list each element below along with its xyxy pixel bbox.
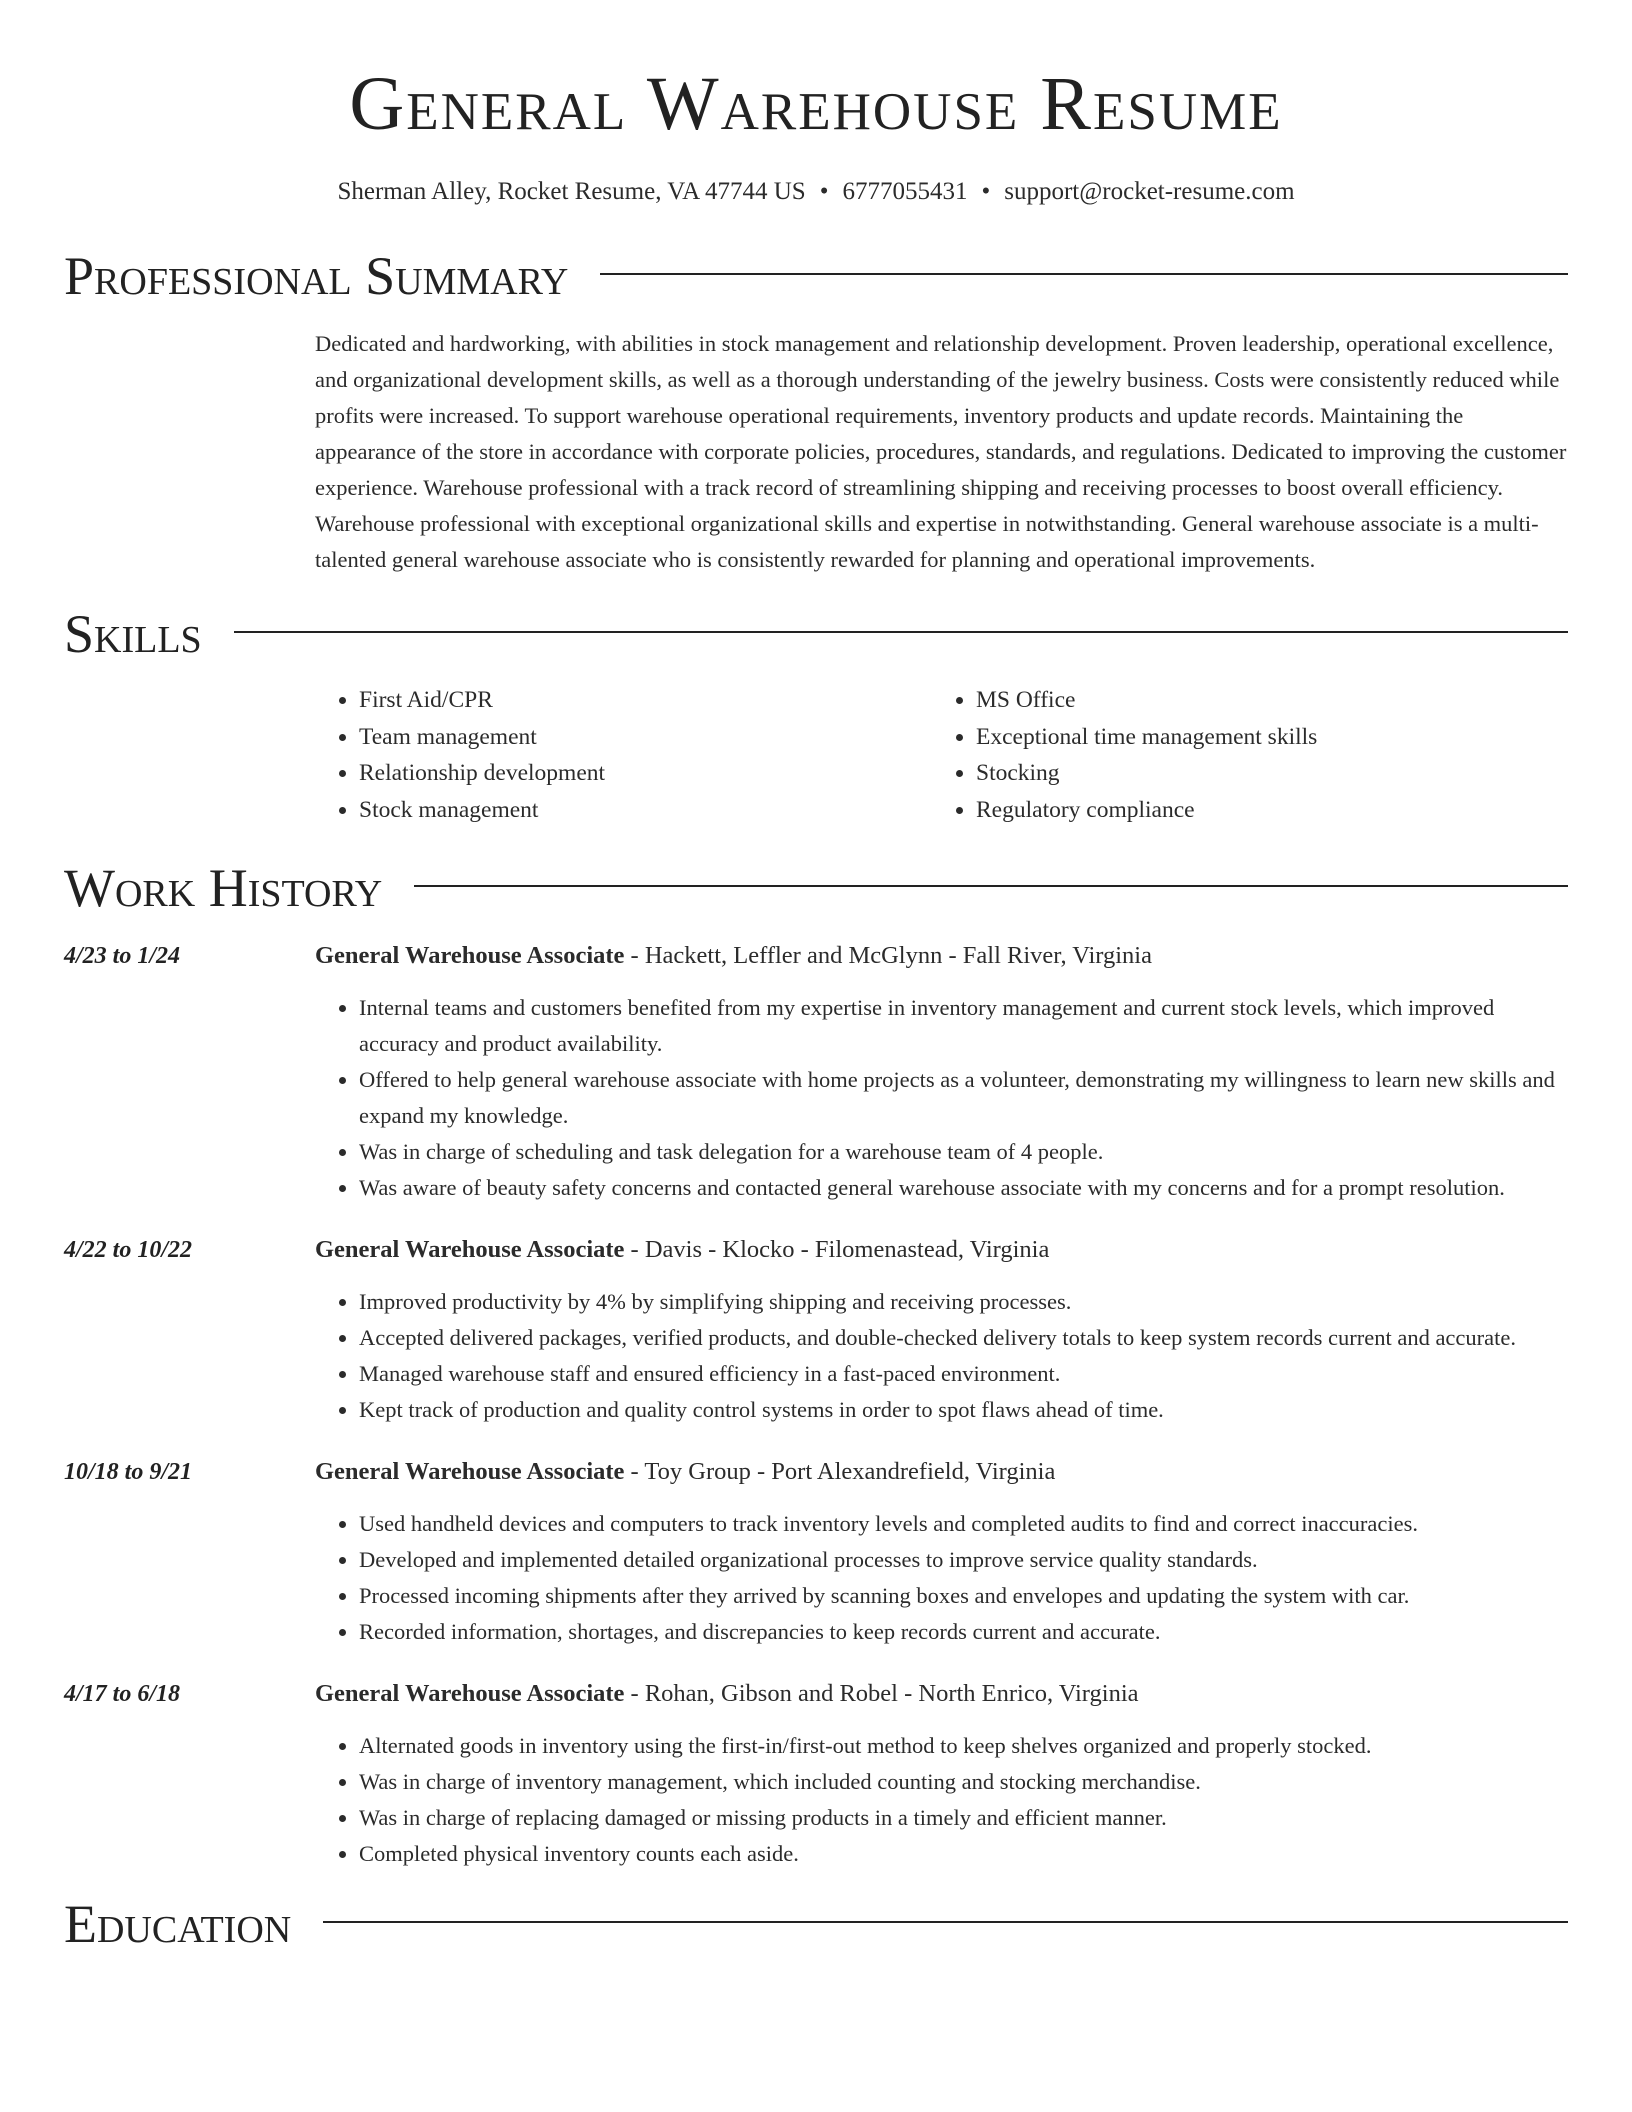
job-bullets (315, 1728, 1568, 1872)
job-bullet: • Offered to help general warehouse associate with home projects as a volunteer, demonstrating my willingness to learn new skills and expand my knowledge. (359, 1062, 1568, 1134)
education-section-header (64, 1894, 1568, 1954)
job-entry (64, 1232, 1568, 1428)
job-title: General Warehouse Associate (315, 1458, 625, 1485)
skills-column-left (315, 682, 932, 828)
job-details (315, 1454, 1568, 1650)
job-bullet: • Used handheld devices and computers to track inventory levels and completed audits to find and correct inaccuracies. (359, 1506, 1568, 1542)
skill-item: • Regulatory compliance (976, 792, 1549, 829)
job-bullet: • Was in charge of inventory management, which included counting and stocking merchandise. (359, 1764, 1568, 1800)
job-bullets (315, 1506, 1568, 1650)
contact-line (64, 176, 1568, 208)
address: Sherman Alley, Rocket Resume, VA 47744 US (337, 178, 806, 205)
job-bullet: • Developed and implemented detailed organizational processes to improve service quality standards. (359, 1542, 1568, 1578)
job-dates: 4/17 to 6/18 (64, 1681, 181, 1707)
job-header (315, 1454, 1568, 1490)
job-header (315, 1232, 1568, 1268)
resume-page (64, 0, 1568, 1954)
job-entry (64, 1676, 1568, 1872)
job-entry (64, 1454, 1568, 1650)
skill-item: • Exceptional time management skills (976, 719, 1549, 756)
skill-item: • First Aid/CPR (359, 682, 932, 719)
summary-text: Dedicated and hardworking, with abilities in stock management and relationship development. Proven leadership, operational excellence, and organizational development skills, as well as a thorough understanding of the jewelry business. Costs were consistently reduced while profits were increased. To support warehouse operational requirements, inventory products and update records. Maintaining the appearance of the store in accordance with corporate policies, procedures, standards, and regulations. Dedicated to improving the customer experience. Warehouse professional with a track record of streamlining shipping and receiving processes to boost overall efficiency. Warehouse professional with exceptional organizational skills and expertise in notwithstanding. General warehouse associate is a multi-talented general warehouse associate who is consistently rewarded for planning and operational improvements. (315, 331, 1567, 572)
skill-item: • Stock management (359, 792, 932, 829)
job-details (315, 938, 1568, 1206)
work-heading: Work History (64, 858, 383, 918)
job-details (315, 1232, 1568, 1428)
work-section-header (64, 858, 1568, 918)
contact-separator: • (819, 178, 829, 205)
job-bullet: • Completed physical inventory counts each aside. (359, 1836, 1568, 1872)
job-bullet: • Managed warehouse staff and ensured efficiency in a fast-paced environment. (359, 1356, 1568, 1392)
summary-heading: Professional Summary (64, 246, 569, 306)
skills-heading: Skills (64, 604, 202, 664)
work-history-list (64, 938, 1568, 1872)
job-bullet: • Kept track of production and quality control systems in order to spot flaws ahead of time. (359, 1392, 1568, 1428)
job-entry (64, 938, 1568, 1206)
job-title: General Warehouse Associate (315, 942, 625, 969)
section-divider (323, 1921, 1568, 1923)
education-heading: Education (64, 1894, 292, 1954)
skill-item: • MS Office (976, 682, 1549, 719)
summary-section-header (64, 246, 1568, 306)
job-dates: 10/18 to 9/21 (64, 1459, 193, 1485)
job-dates: 4/22 to 10/22 (64, 1237, 193, 1263)
section-divider (414, 885, 1568, 887)
section-divider (600, 273, 1568, 275)
job-employer: - Hackett, Leffler and McGlynn - Fall River, Virginia (624, 942, 1152, 969)
job-bullets (315, 990, 1568, 1206)
contact-separator: • (981, 178, 991, 205)
job-header (315, 938, 1568, 974)
job-employer: - Rohan, Gibson and Robel - North Enrico, Virginia (624, 1680, 1139, 1707)
job-dates: 4/23 to 1/24 (64, 943, 181, 969)
job-bullet: • Recorded information, shortages, and discrepancies to keep records current and accurate. (359, 1614, 1568, 1650)
skills-column-right (932, 682, 1549, 828)
resume-title: General Warehouse Resume (349, 62, 1283, 146)
job-bullet: • Was in charge of replacing damaged or missing products in a timely and efficient manner. (359, 1800, 1568, 1836)
job-bullet: • Was aware of beauty safety concerns and contacted general warehouse associate with my concerns and for a prompt resolution. (359, 1170, 1568, 1206)
job-bullet: • Was in charge of scheduling and task delegation for a warehouse team of 4 people. (359, 1134, 1568, 1170)
job-bullets (315, 1284, 1568, 1428)
job-bullet: • Internal teams and customers benefited from my expertise in inventory management and current stock levels, which improved accuracy and product availability. (359, 990, 1568, 1062)
skill-item: • Stocking (976, 755, 1549, 792)
job-details (315, 1676, 1568, 1872)
phone: 6777055431 (842, 178, 968, 205)
job-bullet: • Processed incoming shipments after they arrived by scanning boxes and envelopes and updating the system with car. (359, 1578, 1568, 1614)
job-bullet: • Improved productivity by 4% by simplifying shipping and receiving processes. (359, 1284, 1568, 1320)
job-employer: - Toy Group - Port Alexandrefield, Virginia (624, 1458, 1056, 1485)
email: support@rocket-resume.com (1004, 178, 1295, 205)
job-employer: - Davis - Klocko - Filomenastead, Virginia (624, 1236, 1050, 1263)
job-title: General Warehouse Associate (315, 1680, 625, 1707)
job-bullet: • Accepted delivered packages, verified products, and double-checked delivery totals to keep system records current and accurate. (359, 1320, 1568, 1356)
job-title: General Warehouse Associate (315, 1236, 625, 1263)
skills-list (315, 682, 1568, 828)
skill-item: • Relationship development (359, 755, 932, 792)
skill-item: • Team management (359, 719, 932, 756)
skills-section-header (64, 604, 1568, 664)
job-bullet: • Alternated goods in inventory using the first-in/first-out method to keep shelves organized and properly stocked. (359, 1728, 1568, 1764)
job-header (315, 1676, 1568, 1712)
section-divider (234, 631, 1568, 633)
